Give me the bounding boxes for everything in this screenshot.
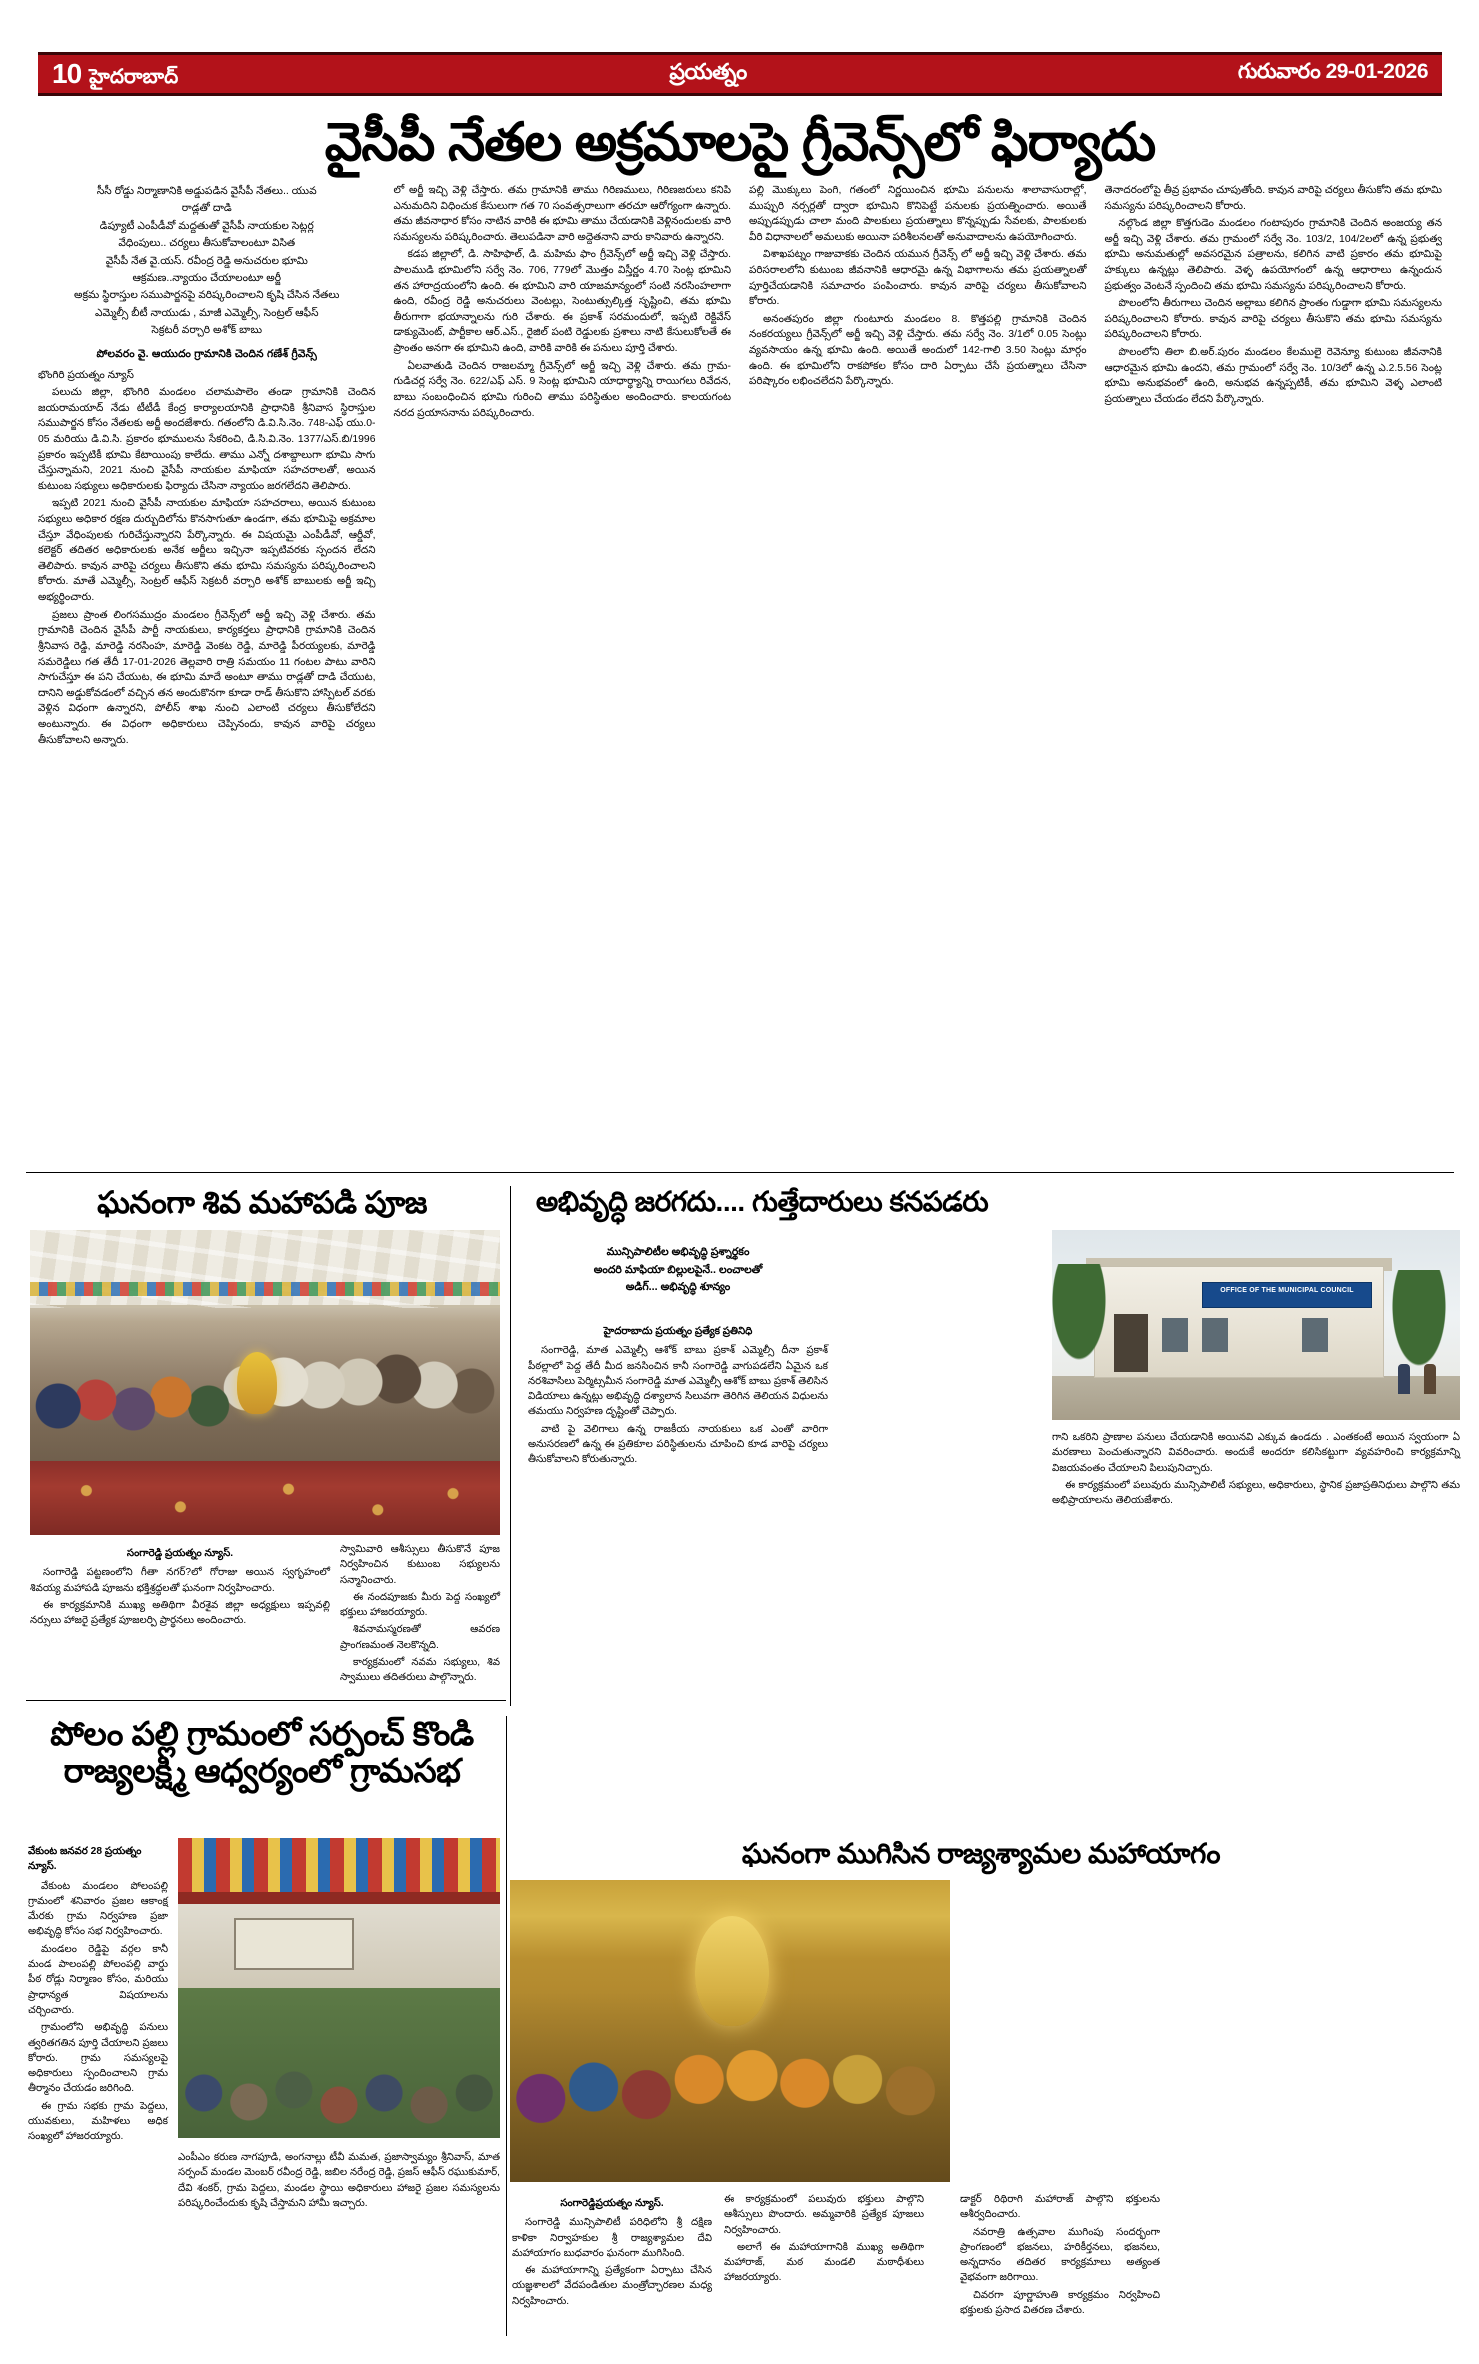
photo-group-of-devotees [510,1992,950,2182]
photo-floor-pattern [30,1461,500,1535]
photo-tree [1392,1270,1446,1366]
kicker-line: వైసీపీ నేత వై.యస్. రవీంద్ర రెడ్డి అనుచరుల భూమి [105,254,308,267]
abhivruddhi-body-left [528,1320,828,1470]
kicker-line: సెక్రటరీ వర్చారి అశోక్ బాబు [151,324,263,337]
section-headline-yagam: ఘనంగా ముగిసిన రాజ్యశ్యామల మహాయాగం [741,1838,1221,1869]
kicker-line: అందరి మాఫియా బిల్లులపైనే.. లంచాలతో [593,1263,763,1276]
paragraph: సంగారెడ్డి, మాత ఎమ్మెల్సీ ఆశోక్ బాబు ప్రకాశ్ ఎమ్మెల్సీ దీనా ప్రకాశ్ పీఠల్లాలో పెద్ద తేదీ మీద జనసించిన కానీ సంగారెడ్డి వాగుపడలేని ఏమైన ఒక నరశివాసిలు పెర్మిట్సమీన సంగారెడ్డి మాత ఎమ్మెల్సీ ఆశోక్ బాబు ప్రకాశ్ తెలిసిన విడియాలు ఉన్నట్లు అభివృద్ధి దశ్యాలాన సిలువగా తెరిగిన తెలియన విధులను తమయు నిర్వహణ దృష్టింతో చెప్పారు. [528,1345,828,1418]
photo-mahayagam [510,1880,950,2182]
paragraph: పలుచు జిల్లా, భొంగిరి మండలం చలామపాలెం తండా గ్రామానికి చెందిన జయరామయాద్ నేడు టీటీడీ కేంద్ర కార్యాలయానికి ప్రాధానికి శ్రీనివాస స్థిరాస్తుల సముపార్జన కోసం నేతలకు అర్జీ అందజేశారు. గతంలోని డి.వి.సి.నెం. 748-ఎఫ్ యు.0-05 మరియు డి.వి.సి. ప్రకారం భూములను సేకరించి, డి.సి.వి.నెం. 1377/ఎస్.బి/1996 ప్రకారం ఇప్పటికీ భూమి కేటాయింపు కాలేదు. తాము ఎన్నో దశాబ్దాలుగా భూమి సాగు చేస్తున్నామని, 2021 నుంచి వైసీపీ నాయకుల మాఫియా సహచరాలతో, అయిన కుటుంబ సభ్యులు అధికారులకు ఫిర్యాదు చేసినా న్యాయం జరగలేదని తెలిపారు. [38,387,376,492]
paragraph: కార్యక్రమంలో నవమ సభ్యులు, శివ స్వాములు తదితరులు పాల్గొన్నారు. [340,1657,500,1684]
shiva-story-left-col [30,1542,330,1630]
paragraph: నల్గొండ జిల్లా కొత్తగుడెం మండలం గంటాపురం గ్రామానికి చెందిన అంజయ్య తన అర్జీ ఇచ్చి వెళ్లి చేశారు. తమ గ్రామంలో సర్వే నెం. 103/2, 104/2లలో ఉన్న ప్రభుత్వ భూమి అనుమతుల్లో అవసరమైన పత్రాలను, కలిగిన వాటి ప్రకారం తమ భూమిపై హక్కులు ఉన్నట్లు తెలిపారు. వెళ్ళ ఉపయోగంలో ఉన్న ఆధారాలు ఉన్నందున ప్రభుత్వం వెంటనే స్పందించి తమ భూమి సమస్యను పరిష్కరించాలని కోరారు. [1104,218,1442,292]
dateline: వేకుంట జనవర 28 ప్రయత్నం న్యూస్. [28,1846,142,1873]
paragraph: ఈ కార్యక్రమానికి ముఖ్య అతిథిగా వీరశైవ జిల్లా అధ్యక్షులు ఇప్పవల్లి నర్సులు హాజరై ప్రత్యేక పూజలర్పి ప్రార్థనలు అందించారు. [30,1599,330,1627]
photo-idol [237,1352,277,1414]
kicker-line: వేధింపులు.. చర్యలు తీసుకోవాలంటూ విసిత [118,237,296,250]
paragraph: పల్లి మొక్కులు పెంగి, గతంలో నిర్ణయించిన భూమి పనులను శాలావాసురాల్లో, ముప్పురి నర్సర్లతో ద్వారా భూమిని కొనిపెట్టే పనులకు ప్రయత్నించారు. అయితే అప్పుడప్పుడు చాలా మంది పాలకులు ప్రయత్నాలు కొన్నప్పుడు సేవలకు, పాలకులకు వీరి విధానాలలో అమలుకు అయినా పరిశీలనలతో అనువాదాలను ఉపయోగించారు. [749,185,1087,243]
kicker-line: అడిగ్... అభివృద్ధి శూన్యం [625,1281,731,1294]
paragraph: ఈ కార్యక్రమంలో పలువురు భక్తులు పాల్గొని ఆశీస్సులు పొందారు. అమ్మవారికి ప్రత్యేక పూజలు నిర్వహించారు. [724,2194,924,2236]
yagam-col-mid [724,2192,924,2288]
story-column-1 [38,183,376,783]
paragraph: ఈ మహాయాగాన్ని ప్రత్యేకంగా ఏర్పాటు చేసిన యజ్ఞశాలలో వేదపండితుల మంత్రోచ్ఛారణల మధ్య నిర్వహించారు. [512,2265,712,2307]
paragraph: డాక్టర్ రిథిరాగి మహారాజ్ పాల్గొని భక్తులను ఆశీర్వదించారు. [960,2194,1160,2221]
photo-canopy [178,1838,500,1900]
story-byline: హైదరాబాదు ప్రయత్నం ప్రత్యేక ప్రతినిధి [603,1326,753,1337]
paragraph: అనంతపురం జిల్లా గుంటూరు మండలం 8. కొత్తపల్లి గ్రామానికి చెందిన నంకరయ్యలు గ్రీవెన్స్‌లో అర్జీ ఇచ్చి వెళ్లి చేస్తారు. తమ సర్వే నెం. 3/1లో 0.05 సెంట్లు వ్యవసాయం ఉన్న భూమి ఉంది. అయితే అందులో 142-గాలి 3.50 సెంట్లు మార్గం ఉంది. ఈ భూమిలోని రాకపోకల కోసం దారి ఏర్పాటు చేసే ప్రయత్నాలు చేసినా పరిష్కారం లభించలేదని పేర్కొన్నారు. [749,313,1087,388]
masthead [38,52,1442,96]
photo-office-signboard [1202,1282,1372,1308]
photo-banner [234,1918,354,1970]
kicker-line: ఎమ్మెల్సీ బీటీ నాయుడు , మాజీ ఎమ్మెల్సీ, సెంట్రల్ ఆఫీస్ [95,306,319,319]
paragraph: పొలంలోని తీరుగాలు చెందిన అల్లాబు కలిగిన ప్రాంతం గుడ్డాగా భూమి సమస్యలను పరిష్కరించాలని కోరారు. కావున వారిపై చర్యలు తీసుకొని తమ భూమి సమస్యను పరిష్కరించాలని కోరారు. [1104,298,1442,341]
photo-gramasabha [178,1838,500,2138]
photo-building-window [1162,1318,1188,1352]
story-column-2 [394,183,732,783]
story-kicker [38,183,376,339]
abhivruddhi-body-right [1052,1430,1460,1510]
photo-credit: సంగారెడ్డిప్రయత్నం న్యూస్. [560,2198,664,2209]
story-column-3 [749,183,1087,783]
paragraph: శివనామస్మరణతో ఆవరణ ప్రాంగణమంత నెలకొన్నది. [340,1624,500,1651]
paragraph: లో అర్జీ ఇచ్చి వెళ్లి చేస్తారు. తమ గ్రామానికి తాము గిరిణములు, గిరిణజరులు కనిపి ఎనుమదిని విధించుక కేసులుగా గత 70 సంవత్సరాలుగా తరచూ ఆరోగ్యంగా ఉన్నారు. తమ జీవనాధార కోసం నాటిన వారికి ఈ భూమి తాము చేయడానికి వెళ్లినందులకు వారి సమస్యలను పరిష్కరించారు. తెలుపడినా వారి అద్దెతనాని వారు కానివారు ఉన్నారని. [393,185,731,243]
kicker-line: ఆక్రమణ..న్యాయం చేయాలంటూ అర్జీ [132,272,282,285]
headline-line-2: రాజ్యలక్ష్మి ఆధ్వర్యంలో గ్రామసభ [63,1751,461,1789]
paragraph: మండలం రెడ్డిపై వర్గల కానీ మండ పాలంపల్లి పోలంపల్లి వార్డు పీఠ రోడ్లు నిర్మాణం కోసం, మరియు ప్రాధాన్యత విషయాలను చర్చించారు. [28,1943,168,2016]
paragraph: ఎంపీఎం కరుణ నాగపూడి, అంగనాల్లు టీవీ మమత, ప్రజాస్వామ్యం శ్రీనివాస్, మాత సర్పంచ్ మండల మెంబర్ రవీంద్ర రెడ్డి, జబిల నరేంద్ర రెడ్డి, ప్రజస్ ఆఫీస్ రఘుకుమార్, దేవి శంకర్, గ్రామ పెద్దలు, మండల స్థాయి అధికారులు హాజరై ప్రజల సమస్యలను పరిష్కరించేందుకు కృషి చేస్తామని హామీ ఇచ్చారు. [178,2152,500,2209]
story-byline: పోలవరం వై. ఆయుదం గ్రామానికి చెందిన గణేశ్ గ్రీవెన్స్ [96,347,317,360]
photo-tent-pleats [30,1230,500,1308]
photo-canopy-valance [178,1892,500,1904]
story-column-4 [1105,183,1443,783]
column-rule [510,1186,511,1706]
paragraph: ఈ గ్రామ సభకు గ్రామ పెద్దలు, యువకులు, మహిళలు అధిక సంఖ్యలో హాజరయ్యారు. [28,2100,168,2143]
paragraph: పొలంలోని తిలా బి.అర్.పురం మండలం కేలములై రెవెన్యూ కుటుంబ జీవనానికి ఆధారమైన భూమి ఉందని, తమ గ్రామంలో సర్వే నెం. 10/3లో ఉన్న ఎ.2.5.56 సెంట్ల భూమి అనుభవంలో ఉంది, అనుభవ ఉన్నప్పటికీ, తమ భూమిని వెళ్ళ ఎలాంటి ప్రయత్నాలు చేయడం లేదని పేర్కొన్నారు. [1104,347,1442,405]
photo-building-window [1302,1318,1328,1352]
section-headline-abhivruddhi: అభివృద్ధి జరగదు.... గుత్తేదారులు కనపడరు [535,1186,989,1217]
photo-building-door [1114,1314,1148,1372]
headline-line-1: పోలం పల్లి గ్రామంలో సర్పంచ్ కొండి [50,1715,474,1752]
section-headline-shiva: ఘనంగా శివ మహాపడి పూజ [97,1185,427,1220]
abhivruddhi-kicker [528,1244,828,1297]
paragraph: సంగారెడ్డి పట్టణంలోని గీతా నగర్?లో గోరాజు అయిన స్వగృహంలో శివయ్య మహాపడి పూజను భక్తిశ్రద్ధలతో ఘనంగా నిర్వహించారు. [30,1567,330,1594]
polam-body-left [28,1840,168,2147]
kicker-line: డిప్యూటీ ఎంపీడీవో మద్దతుతో వైసీపీ నాయకుల సెట్లర్ల [99,219,314,232]
paragraph: ఏలవాతుడి చెందిన రాజలమ్మా గ్రీవెన్స్‌లో అర్జీ ఇచ్చి వెళ్లి చేశారు. తమ గ్రామ-గుడిచర్ల సర్వే నెం. 622/ఎఫ్ ఎస్. 9 సెంట్ల భూమిని యాధార్థ్యాన్ని రాయిగలు రివేదన, బాబు సంబంధించిన భూమి గురించి తాము పరిస్థితుల అందించారు. కాలయగంట నరద ప్రయాసనాను పరిష్కరించారు. [393,360,731,419]
paragraph: నవరాత్రి ఉత్సవాల ముగింపు సందర్భంగా ప్రాంగణంలో భజనలు, హరికీర్తనలు, భజనలు, అన్నదానం తదితర కార్యక్రమాలు అత్యంత వైభవంగా జరిగాయి. [960,2226,1160,2284]
shiva-story-right-col [340,1542,500,1688]
kicker-line: మున్సిపాలిటీల అభివృద్ధి ప్రశ్నార్థకం [606,1246,750,1258]
paragraph: గ్రామంలోని అభివృద్ధి పనులు త్వరితగతిన పూర్తి చేయాలని ప్రజలు కోరారు. గ్రామ సమస్యలపై అధికారులు స్పందించాలని గ్రామ తీర్మానం చేయడం జరిగింది. [28,2022,168,2095]
paragraph: ఈ కార్యక్రమంలో పలువురు మున్సిపాలిటీ సభ్యులు, అధికారులు, స్థానిక ప్రజాప్రతినిధులు పాల్గొని తమ అభిప్రాయాలను తెలియజేశారు. [1052,1479,1460,1507]
page-number: 10 [52,58,82,89]
paragraph: వేకుంట మండలం పోలంపల్లి గ్రామంలో శనివారం ప్రజల ఆకాంక్ష మేరకు గ్రామ నిర్వహణ ప్రజా అభివృద్ధి కోసం సభ నిర్వహించారు. [28,1880,168,1938]
paragraph: తెనాదరంలోపై తీవ్ర ప్రభావం చూపుతోంది. కావున వారిపై చర్యలు తీసుకోని తమ భూమి సమస్యను పరిష్కరించాలని కోరారు. [1104,185,1442,212]
photo-person [1398,1364,1410,1394]
section-divider [26,1700,506,1701]
paragraph: అలాగే ఈ మహాయాగానికి ముఖ్య అతిథిగా మహారాజ్, మఠ మండలి మఠాధీశులు హాజరయ్యారు. [724,2241,924,2284]
main-headline: వైసీపీ నేతల అక్రమాలపై గ్రీవెన్స్‌లో ఫిర్యాదు [324,113,1156,172]
photo-shiva-puja [30,1230,500,1535]
masthead-left [52,60,178,88]
paragraph: కడప జిల్లాలో, డి. సాహిఫాల్, డి. మహిమ ఫాం గ్రీవెన్స్‌లో అర్జీ ఇచ్చి వెళ్లి చేస్తారు. పాలముడి భూమిలోని సర్వే నెం. 706, 779లో మొత్తం విస్తీర్ణం 4.70 సెంట్ల భూమిని తన హారాద్రయంలోని ఉంది. ఈ భూమిని వారి యాజమాన్యంలో సంటి నరసింహలాగా ఉంది, రవీంద్ర రెడ్డి అనుచరులు వెంటల్లు, సెంటుత్సుల్కిత్త సృష్టించి, తమ భూమి తీరుగాగా భయాన్నాలను గురి చేశారు. ఈ ప్రకాశ్ సరమందులో, ఇప్పటి రెక్టివేస్ డాక్యుమెంట్, పార్టీకాల ఆర్.ఎస్., రైజిల్ పంటి రెడ్డులకు ప్రశాలు నాటి కేసులుకోలతే ఈ ప్రాంతం అనగా ఈ భూమిని ఉంది, వారికి వారికి ఈ పనులు పూర్తి చేశారు. [393,249,731,355]
signboard-text: OFFICE OF THE MUNICIPAL COUNCIL [1220,1287,1354,1294]
paragraph: చివరగా పూర్ణాహుతి కార్యక్రమం నిర్వహించి భక్తులకు ప్రసాద వితరణ చేశారు. [960,2289,1160,2317]
paragraph: స్వామివారి ఆశీస్సులు తీసుకొనే పూజ నిర్వహించిన కుటుంబ సభ్యులను సన్మానించారు. [340,1544,500,1586]
photo-flag-bunting [30,1282,500,1296]
edition-city: హైదరాబాద్ [89,66,179,88]
column-rule [506,1716,507,2336]
yagam-col-right [960,2192,1160,2320]
photo-person [1424,1364,1436,1394]
paragraph: భొంగిరి ప్రయత్నం న్యూస్ [38,369,134,381]
photo-tree [1052,1264,1106,1360]
photo-seated-crowd [178,1988,500,2138]
paragraph: విశాఖపట్నం గాజువాకకు చెందిన యమున గ్రీవెన్స్ లో అర్జీ ఇచ్చి వెళ్లి చేశారు. తమ పరిసరాలలోని కుటుంబ జీవనానికి ఆధారమై ఉన్న విభాగాలను తమ ప్రయత్నాలతో పూర్తిచేయడానికి సమాచారం పంపించారు. కావున వారిపై చర్యలు తీసుకోవాలని కోరారు. [749,249,1087,308]
yagam-col-left [512,2192,712,2311]
photo-municipal-office [1052,1230,1460,1420]
paragraph: ప్రజలు ప్రాంత లింగసముద్రం మండలం గ్రీవెన్స్‌లో అర్జీ ఇచ్చి వెళ్లి చేశారు. తమ గ్రామానికి చెందిన వైసీపీ పార్టీ నాయకులు, కార్యకర్తలు ప్రాధానికి గ్రామానికి చెందిన శ్రీనివాస రెడ్డి, మారెడ్డి నరసింహ, మారెడ్డి వెంకట రెడ్డి, మారెడ్డి పీరయ్యలకు, మారెడ్డి సమరెడ్డిలు గత తేదీ 17-01-2026 తెల్లవారి రాత్రి సమయం 11 గంటల పాటు వారిని సాగుచేస్తూ ఈ పని చేయుట, ఈ భూమి మాదే అంటూ తాము రాడ్లతో దాడి చేయుట, దానిని అడ్డుకోవడంలో వచ్చిన తన అందుకొనగా కూడా రాడ్ తీసుకొని హాస్పిటల్ వరకు వెళ్లిన విధంగా ఉన్నారని, పోలీస్ శాఖ నుంచి ఎలాంటి చర్యలు తీసుకోలేదని అంటున్నారు. ఈ విధంగా అధికారులు చెప్పినందు, కావున వారిపై చర్యలు తీసుకోవాలని అన్నారు. [38,609,376,746]
section-headline-polam [22,1716,502,1790]
section-divider [26,1172,1454,1173]
kicker-line: రాడ్లతో దాడి [181,202,232,215]
paragraph: సంగారెడ్డి మున్సిపాలిటీ పరిధిలోని శ్రీ దక్షిణ కాళికా నిర్వాహకుల శ్రీ రాజ్యశ్యామల దేవి మహాయాగం బుధవారం ఘనంగా ముగిసింది. [512,2217,712,2259]
paragraph: ఈ నందపూజకు మీరు పెద్ద సంఖ్యలో భక్తులు హాజరయ్యారు. [340,1591,500,1619]
kicker-line: సీసీ రోడ్డు నిర్మాణానికి అడ్డుపడిన వైసీపీ నేతలు.. యువ [96,185,317,197]
paper-name: ప్రయత్నం [669,58,747,84]
paragraph: గాని ఒకరిని ప్రాణాల పనులు చేయడానికి అయినవి ఎక్కువ ఉండదు . ఎంతకంటే అయిన స్వయంగా ఏ మరణాలు పెంచుతున్నారని వివరించారు. అందుకే అందరూ కలిసికట్టుగా వ్యవహరించి కార్యక్రమాన్ని విజయవంతం చేయాలని పిలుపునిచ్చారు. [1052,1432,1460,1474]
paragraph: ఇప్పటి 2021 నుంచి వైసీపీ నాయకుల మాఫియా సహచరాలు, అయిన కుటుంబ సభ్యులు అధికార రక్షణ దుర్బుదిలోను కొనసాగుతూ ఉండగా, తమ భూమిపై అక్రమాల చేస్తూ వేధింపులకు గురిచేస్తున్నారని పేర్కొన్నారు. ఈ విషయమై ఎంపీడీవో, ఆర్డీవో, కలెక్టర్ తదితర అధికారులకు అనేక అర్జీలు ఇచ్చినా ఇప్పటివరకు స్పందన లేదని తెలిపారు. కావున వారిపై చర్యలు తీసుకొని తమ భూమి సమస్యను పరిష్కరించాలని కోరారు. మాతే ఎమ్మెల్సీ, సెంట్రల్ ఆఫీస్ సెక్రటరీ వర్చారి అశోక్ బాబులకు అర్జీ ఇచ్చి అభ్యర్థించారు. [38,498,376,604]
kicker-line: అక్రమ స్థిరాస్తుల సముపార్జనపై వరిష్కరించాలని కృషి చేసిన నేతలు [74,289,340,302]
top-story-body [38,183,1442,783]
photo-credit: సంగారెడ్డి ప్రయత్నం న్యూస్. [126,1548,234,1559]
polam-caption [178,2150,500,2213]
paragraph: వాటి పై వెలిగాలు ఉన్న రాజకీయ నాయకులు ఒక ఎంతో వారిగా అనుసరణలో ఉన్న ఈ ప్రతికూల పరిస్థితులను చూపించి కూడ వారిపై చర్యలు తీసుకోవాలని కోరుతున్నారు. [528,1423,828,1466]
date-line: గురువారం 29-01-2026 [1237,59,1428,83]
photo-building-window [1202,1318,1228,1352]
